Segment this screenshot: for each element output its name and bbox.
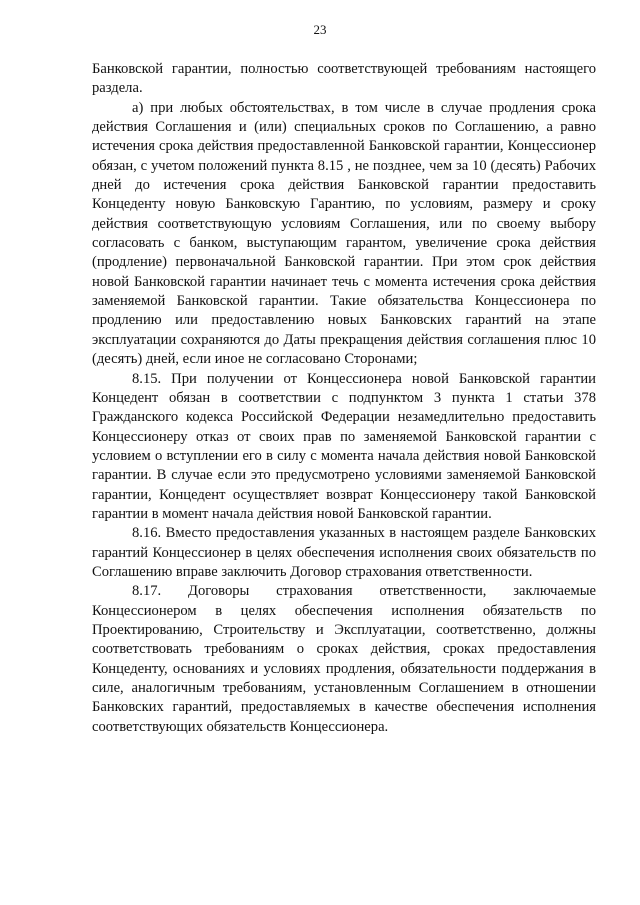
paragraph-continuation: Банковской гарантии, полностью соответствующей требованиям настоящего раздела.	[92, 61, 596, 97]
paragraph-clause-8-16: 8.16. Вместо предоставления указанных в настоящем разделе Банковских гарантий Концессионер в целях обеспечения исполнения своих обязательств по Соглашению вправе заключить Договор страхования ответственности.	[92, 525, 596, 580]
document-body	[92, 60, 596, 737]
paragraph-subclause-a: а) при любых обстоятельствах, в том числе в случае продления срока действия Соглашения и (или) специальных сроков по Соглашению, а равно истечения срока действия предоставленной Банковской гарантии, Концессионер обязан, с учетом положений пункта 8.15 , не позднее, чем за 10 (десять) Рабочих дней до истечения срока действия Банковской гарантии предоставить Концеденту новую Банковскую Гарантию, по условиям, размеру и сроку действия соответствующую условиям Соглашения, или по своему выбору согласовать с банком, выступающим гарантом, увеличение срока действия (продление) первоначальной Банковской гарантии. При этом срок действия новой Банковской гарантии начинает течь с момента истечения срока действия заменяемой Банковской гарантии. Такие обязательства Концессионера по продлению или предоставлению новых Банковских гарантий на этапе эксплуатации сохраняются до Даты прекращения действия соглашения плюс 10 (десять) дней, если иное не согласовано Сторонами;	[92, 99, 596, 368]
paragraph-clause-8-17: 8.17. Договоры страхования ответственности, заключаемые Концессионером в целях обеспечения исполнения обязательств по Проектированию, Строительству и Эксплуатации, соответственно, должны соответствовать требованиям о сроках действия, сроках предоставления Концеденту, основаниях и условиях продления, обязательности поддержания в силе, аналогичным требованиям, установленным Соглашением в отношении Банковских гарантий, предоставляемых в качестве обеспечения исполнения соответствующих обязательств Концессионера.	[92, 583, 596, 735]
paragraph-clause-8-15: 8.15. При получении от Концессионера новой Банковской гарантии Концедент обязан в соответствии с подпунктом 3 пункта 1 статьи 378 Гражданского кодекса Российской Федерации незамедлительно предоставить Концессионеру отказ от своих прав по заменяемой Банковской гарантии с условием о вступлении его в силу с момента начала действия новой Банковской гарантии. В случае если это предусмотрено условиями заменяемой Банковской гарантии, Концедент осуществляет возврат Концессионеру такой Банковской гарантии в момент начала действия новой Банковской гарантии.	[92, 370, 596, 522]
page-number: 23	[313, 22, 327, 37]
